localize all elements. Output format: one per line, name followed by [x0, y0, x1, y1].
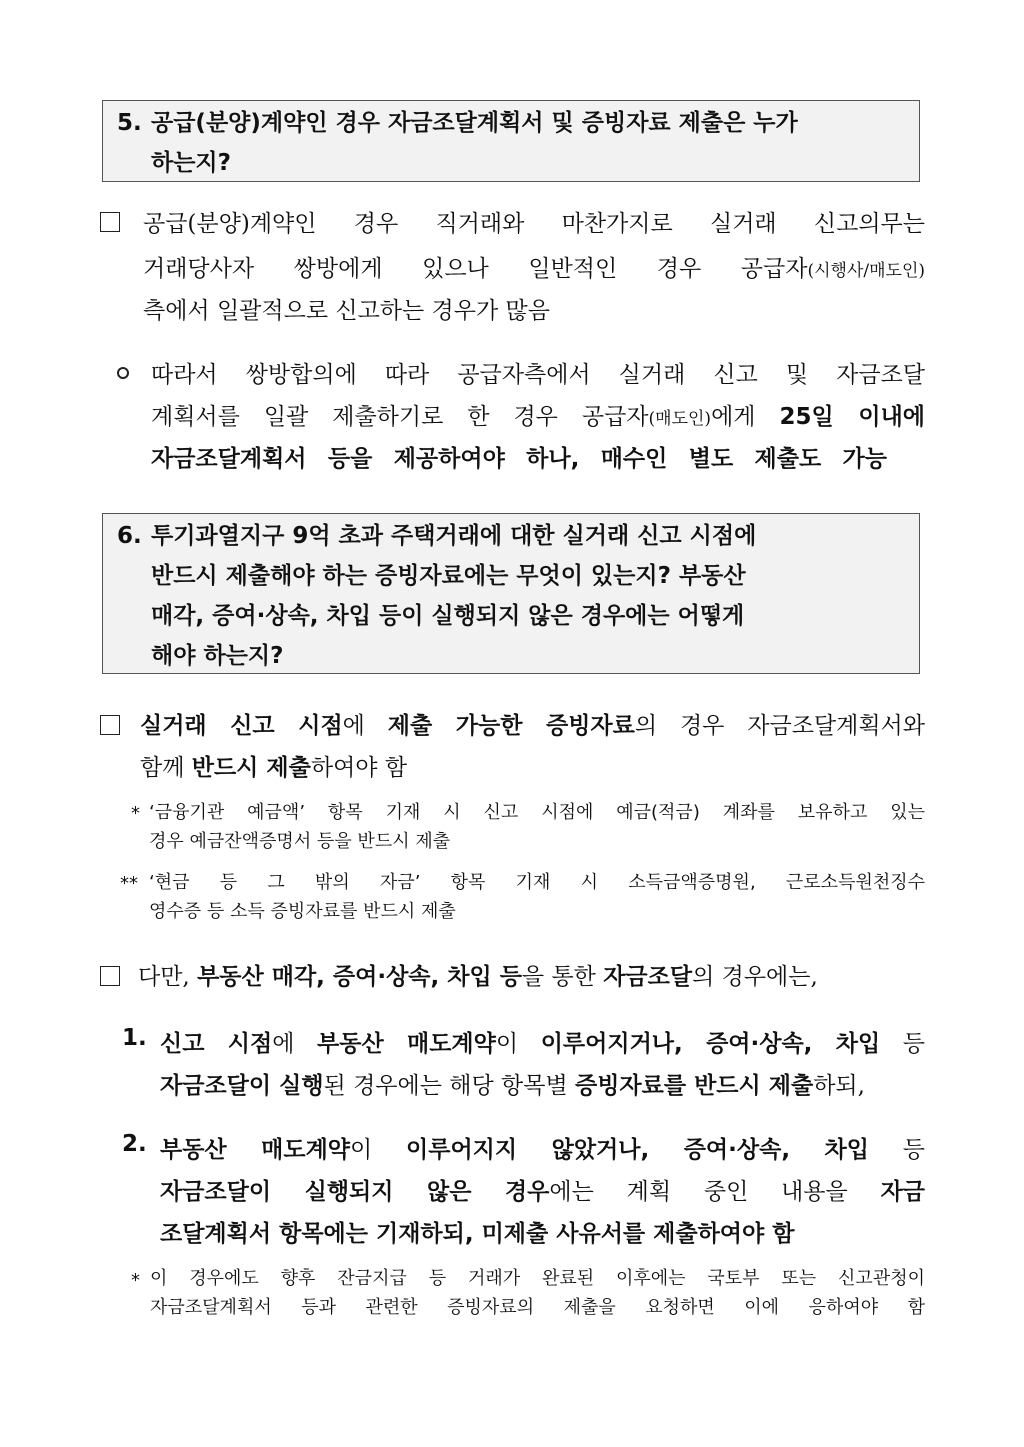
item-1-text-3: 등 — [880, 1031, 926, 1057]
note-2-line-2: 영수증 등 소득 증빙자료를 반드시 제출 — [149, 901, 456, 922]
item-2-line-2-bold-2: 자금 — [880, 1179, 925, 1205]
item-1-line-2-text-2: 하되, — [813, 1073, 865, 1099]
answer-6-p1-line-2-text-2: 하여야 함 — [310, 755, 408, 781]
question-6-number: 6. — [117, 523, 142, 549]
answer-6-p2-text-2: 을 통한 — [521, 964, 604, 990]
item-2-line-1 — [160, 1131, 925, 1164]
answer-5-line-2-main: 거래당사자 쌍방에게 있으나 일반적인 경우 공급자 — [143, 256, 808, 282]
question-6-line-2: 반드시 제출해야 하는 증빙자료에는 무엇이 있는지? 부동산 — [151, 563, 746, 589]
item-2-line-3-bold: 조달계획서 항목에는 기재하되, 미제출 사유서를 제출하여야 함 — [160, 1221, 795, 1247]
answer-5-line-2 — [143, 250, 925, 283]
question-6-line-1: 투기과열지구 9억 초과 주택거래에 대한 실거래 신고 시점에 — [151, 523, 757, 549]
answer-5-sub-line-1: 따라서 쌍방합의에 따라 공급자측에서 실거래 신고 및 자금조달 — [151, 362, 925, 388]
checkbox-square-icon — [100, 715, 120, 735]
answer-5-line-1: 공급(분양)계약인 경우 직거래와 마찬가지로 실거래 신고의무는 — [143, 211, 925, 237]
answer-5-sub-line-2-bold: 25일 이내에 — [779, 404, 926, 430]
item-1-line-2-bold-1: 자금조달이 실행 — [160, 1073, 324, 1099]
item-2-line-2 — [160, 1173, 925, 1206]
answer-6-p1-bold-2: 제출 가능한 증빙자료 — [387, 713, 635, 739]
note-1-marker: * — [131, 803, 140, 824]
item-2-number: 2. — [122, 1131, 147, 1157]
note-2-line-1: ‘현금 등 그 밖의 자금’ 항목 기재 시 소득금액증명원, 근로소득원천징수 — [149, 872, 925, 893]
item-2-text-2: 등 — [868, 1137, 925, 1163]
item-1-bold-1: 신고 시점 — [160, 1031, 273, 1057]
item-1-text-2: 이 — [495, 1031, 541, 1057]
item-2-bold-1: 부동산 매도계약 — [160, 1137, 351, 1163]
answer-5-line-2-paren: (시행사/매도인) — [807, 261, 925, 281]
answer-5-sub-line-2 — [151, 398, 925, 431]
item-2-line-3 — [160, 1215, 794, 1248]
answer-5-sub-line-2-b: 에게 — [711, 404, 780, 430]
answer-5-sub-line-2-a: 계획서를 일괄 제출하기로 한 경우 공급자 — [151, 404, 649, 430]
question-5-line-1: 공급(분양)계약인 경우 자금조달계획서 및 증빙자료 제출은 누가 — [151, 110, 798, 136]
note-1-line-1: ‘금융기관 예금액’ 항목 기재 시 신고 시점에 예금(적금) 계좌를 보유하고 있는 — [149, 802, 925, 823]
question-6-line-3: 매각, 증여·상속, 차입 등이 실행되지 않은 경우에는 어떻게 — [151, 603, 745, 629]
answer-6-p1-line-1 — [140, 707, 925, 740]
question-5-box — [102, 100, 920, 182]
answer-6-p2-text-1: 다만, — [138, 964, 198, 990]
question-6-box — [102, 513, 920, 674]
question-5-line-2: 하는지? — [151, 150, 231, 176]
item-1-line-2-text-1: 된 경우에는 해당 항목별 — [323, 1073, 575, 1099]
item-1-bold-3: 이루어지거나, 증여·상속, 차입 — [540, 1031, 881, 1057]
note-3-line-2: 자금조달계획서 등과 관련한 증빙자료의 제출을 요청하면 이에 응하여야 함 — [150, 1297, 925, 1318]
answer-5-line-3: 측에서 일괄적으로 신고하는 경우가 많음 — [143, 298, 550, 324]
answer-6-p2-bold-1: 부동산 매각, 증여·상속, 차입 등 — [197, 964, 522, 990]
note-2-marker: ** — [120, 873, 138, 894]
answer-6-p2-text-3: 의 경우에는, — [692, 964, 818, 990]
item-1-line-1 — [160, 1025, 925, 1058]
answer-6-p1-text-2: 의 경우 자금조달계획서와 — [634, 713, 925, 739]
answer-6-p1-line-2 — [140, 749, 407, 782]
item-1-line-2 — [160, 1067, 865, 1100]
answer-6-p2-bold-2: 자금조달 — [603, 964, 693, 990]
item-2-line-2-text-1: 에는 계획 중인 내용을 — [549, 1179, 881, 1205]
item-2-line-2-bold-1: 자금조달이 실행되지 않은 경우 — [160, 1179, 550, 1205]
question-6-text — [151, 516, 907, 676]
checkbox-square-icon — [100, 212, 120, 232]
note-1-line-2: 경우 예금잔액증명서 등을 반드시 제출 — [149, 831, 451, 852]
item-2-text-1: 이 — [350, 1137, 407, 1163]
answer-5-sub-line-2-paren: (매도인) — [648, 409, 712, 429]
answer-5-sub-line-3: 자금조달계획서 등을 제공하여야 하나, 매수인 별도 제출도 가능 — [151, 446, 887, 472]
answer-6-p1-line-2-text-1: 함께 — [140, 755, 192, 781]
item-1-text-1: 에 — [272, 1031, 318, 1057]
checkbox-square-icon — [100, 966, 120, 986]
question-5-text — [151, 103, 907, 183]
note-3-marker: * — [131, 1270, 140, 1291]
answer-6-p1-bold-1: 실거래 신고 시점 — [140, 713, 343, 739]
circle-bullet-icon — [117, 367, 129, 379]
item-1-bold-2: 부동산 매도계약 — [317, 1031, 496, 1057]
item-1-line-2-bold-2: 증빙자료를 반드시 제출 — [574, 1073, 814, 1099]
answer-6-p1-line-2-bold: 반드시 제출 — [191, 755, 311, 781]
question-5-number: 5. — [117, 110, 142, 136]
answer-6-p2-line — [138, 958, 818, 991]
question-6-line-4: 해야 하는지? — [151, 643, 284, 669]
item-1-number: 1. — [122, 1025, 147, 1051]
answer-6-p1-text-1: 에 — [342, 713, 388, 739]
note-3-line-1: 이 경우에도 향후 잔금지급 등 거래가 완료된 이후에는 국토부 또는 신고관청이 — [150, 1268, 925, 1289]
item-2-bold-2: 이루어지지 않았거나, 증여·상속, 차입 — [406, 1137, 869, 1163]
